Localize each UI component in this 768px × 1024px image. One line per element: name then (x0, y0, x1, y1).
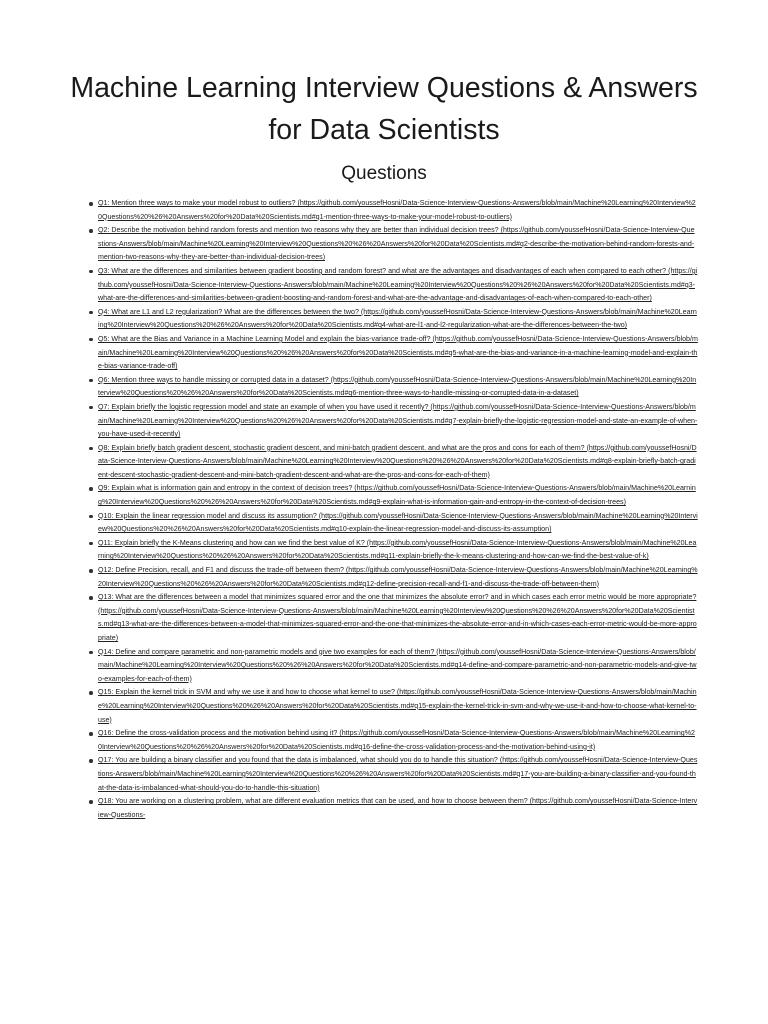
question-item (98, 197, 698, 224)
question-link[interactable]: Q16: Define the cross-validation process and the motivation behind using it? (https://github.com/youssefHosni/Data-Science-Interview-Questions-Answers/blob/main/Machine%20Learning%20Interview%20Questions%20%26%20Answers%20for%20Data%20Scientists.md#q16-define-the-cross-validation-process-and-the-motivation-behind-using-it) (98, 729, 695, 751)
bullet-icon (89, 759, 93, 763)
question-item (98, 510, 698, 537)
question-link[interactable]: Q7: Explain briefly the logistic regression model and state an example of when you have used it recently? (https://github.com/youssefHosni/Data-Science-Interview-Questions-Answers/blob/main/Machine%20Learning%20Interview%20Questions%20%26%20Answers%20for%20Data%20Scientists.md#q7-explain-briefly-the-logistic-regression-model-and-state-an-example-of-when-you-have-used-it-recently) (98, 402, 698, 439)
bullet-icon (89, 311, 93, 315)
bullet-icon (89, 691, 93, 695)
question-link[interactable]: Q11: Explain briefly the K-Means clustering and how can we find the best value of K? (https://github.com/youssefHosni/Data-Science-Interview-Questions-Answers/blob/main/Machine%20Learning%20Interview%20Questions%20%26%20Answers%20for%20Data%20Scientists.md#q11-explain-briefly-the-k-means-clustering-and-how-can-we-find-the-best-value-of-k) (98, 538, 697, 561)
bullet-icon (89, 732, 93, 736)
question-link[interactable]: Q9: Explain what is information gain and entropy in the context of decision trees? (https://github.com/youssefHosni/Data-Science-Interview-Questions-Answers/blob/main/Machine%20Learning%20Interview%20Questions%20%26%20Answers%20for%20Data%20Scientists.md#q9-explain-what-is-information-gain-and-entropy-in-the-context-of-decision-trees) (98, 484, 696, 507)
bullet-icon (89, 379, 93, 383)
question-item (98, 537, 698, 564)
question-item (98, 727, 698, 754)
question-link[interactable]: Q2: Describe the motivation behind random forests and mention two reasons why they are better than individual decision trees? (https://github.com/youssefHosni/Data-Science-Interview-Questions-Answers/blob/main/Machine%20Learning%20Interview%20Questions%20%26%20Answers%20for%20Data%20Scientists.md#q2-describe-the-motivation-behind-random-forests-and-mention-two-reasons-why-they-are-better-than-individual-decision-trees) (98, 226, 695, 262)
bullet-icon (89, 542, 93, 546)
question-link[interactable]: Q12: Define Precision, recall, and F1 and discuss the trade-off between them? (https://github.com/youssefHosni/Data-Science-Interview-Questions-Answers/blob/main/Machine%20Learning%20Interview%20Questions%20%26%20Answers%20for%20Data%20Scientists.md#q12-define-precision-recall-and-f1-and-discuss-the-trade-off-between-them) (98, 566, 698, 588)
question-item (98, 333, 698, 374)
bullet-icon (89, 229, 93, 233)
bullet-icon (89, 202, 93, 206)
question-link[interactable]: Q18: You are working on a clustering problem, what are different evaluation metrics that can be used, and how to choose between them? (https://github.com/youssefHosni/Data-Science-Interview-Questions- (98, 797, 698, 819)
question-list (98, 197, 698, 822)
question-item (98, 224, 698, 265)
question-item (98, 265, 698, 306)
question-link[interactable]: Q1: Mention three ways to make your model robust to outliers? (https://github.com/youssefHosni/Data-Science-Interview-Questions-Answers/blob/main/Machine%20Learning%20Interview%20Questions%20%26%20Answers%20for%20Data%20Scientists.md#q1-mention-three-ways-to-make-your-model-robust-to-outliers) (98, 199, 696, 221)
question-item (98, 564, 698, 591)
question-item (98, 306, 698, 333)
question-link[interactable]: Q4: What are L1 and L2 regularization? What are the differences between the two? (https://github.com/youssefHosni/Data-Science-Interview-Questions-Answers/blob/main/Machine%20Learning%20Interview%20Questions%20%26%20Answers%20for%20Data%20Scientists.md#q4-what-are-l1-and-l2-regularization-what-are-the-differences-between-the-two) (98, 307, 697, 330)
question-link[interactable]: Q15: Explain the kernel trick in SVM and why we use it and how to choose what kernel to use? (https://github.com/youssefHosni/Data-Science-Interview-Questions-Answers/blob/main/Machine%20Learning%20Interview%20Questions%20%26%20Answers%20for%20Data%20Scientists.md#q15-explain-the-kernel-trick-in-svm-and-why-we-use-it-and-how-to-choose-what-kernel-to-use) (98, 688, 697, 724)
question-item (98, 754, 698, 795)
question-link[interactable]: Q8: Explain briefly batch gradient descent, stochastic gradient descent, and mini-batch gradient descent. and what are the pros and cons for each of them? (https://github.com/youssefHosni/Data-Science-Interview-Questions-Answers/blob/main/Machine%20Learning%20Interview%20Questions%20%26%20Answers%20for%20Data%20Scientists.md#q8-explain-briefly-batch-gradient-descent-stochastic-gradient-descent-and-mini-batch-gradient-descent-and-what-are-the-pros-and-cons-for-each-of-them) (98, 443, 697, 479)
question-item (98, 374, 698, 401)
bullet-icon (89, 270, 93, 274)
bullet-icon (89, 515, 93, 519)
question-link[interactable]: Q6: Mention three ways to handle missing or corrupted data in a dataset? (https://github.com/youssefHosni/Data-Science-Interview-Questions-Answers/blob/main/Machine%20Learning%20Interview%20Questions%20%26%20Answers%20for%20Data%20Scientists.md#q6-mention-three-ways-to-handle-missing-or-corrupted-data-in-a-dataset) (98, 375, 697, 398)
question-link[interactable]: Q3: What are the differences and similarities between gradient boosting and random forest? and what are the advantages and disadvantages of each when compared to each other? (https://github.com/youssefHosni/Data-Science-Interview-Questions-Answers/blob/main/Machine%20Learning%20Interview%20Questions%20%26%20Answers%20for%20Data%20Scientists.md#q3-what-are-the-differences-and-similarities-between-gradient-boosting-and-random-forest-and-what-are-the-advantage-and-disadvantages-of-each-when-compared-to-each-other) (98, 266, 698, 303)
question-link[interactable]: Q5: What are the Bias and Variance in a Machine Learning Model and explain the bias-variance trade-off? (https://github.com/youssefHosni/Data-Science-Interview-Questions-Answers/blob/main/Machine%20Learning%20Interview%20Questions%20%26%20Answers%20for%20Data%20Scientists.md#q5-what-are-the-bias-and-variance-in-a-machine-learning-model-and-explain-the-bias-variance-trade-off) (98, 334, 698, 371)
bullet-icon (89, 800, 93, 804)
section-heading: Questions (341, 163, 427, 184)
bullet-icon (89, 651, 93, 655)
bullet-icon (89, 487, 93, 491)
question-item (98, 482, 698, 509)
page-title: Machine Learning Interview Questions & Answers for Data Scientists (70, 72, 698, 146)
question-link[interactable]: Q14: Define and compare parametric and non-parametric models and give two examples for each of them? (https://github.com/youssefHosni/Data-Science-Interview-Questions-Answers/blob/main/Machine%20Learning%20Interview%20Questions%20%26%20Answers%20for%20Data%20Scientists.md#q14-define-and-compare-parametric-and-non-parametric-models-and-give-two-examples-for-each-of-them) (98, 647, 697, 683)
question-link[interactable]: Q17: You are building a binary classifier and you found that the data is imbalanced, what should you do to handle this situation? (https://github.com/youssefHosni/Data-Science-Interview-Questions-Answers/blob/main/Machine%20Learning%20Interview%20Questions%20%26%20Answers%20for%20Data%20Scientists.md#q17-you-are-building-a-binary-classifier-and-you-found-that-the-data-is-imbalanced-what-should-you-do-to-handle-this-situation) (98, 756, 698, 792)
question-link[interactable]: Q13: What are the differences between a model that minimizes squared error and the one that minimizes the absolute error? and in which cases each error metric would be more appropriate? (https://github.com/youssefHosni/Data-Science-Interview-Questions-Answers/blob/main/Machine%20Learning%20Interview%20Questions%20%26%20Answers%20for%20Data%20Scientists.md#q13-what-are-the-differences-between-a-model-that-minimizes-squared-error-and-the-one-that-minimizes-the-absolute-error-and-in-which-cases-each-error-metric-would-be-more-appropriate) (98, 593, 697, 642)
question-item (98, 401, 698, 442)
question-link[interactable]: Q10: Explain the linear regression model and discuss its assumption? (https://github.com/youssefHosni/Data-Science-Interview-Questions-Answers/blob/main/Machine%20Learning%20Interview%20Questions%20%26%20Answers%20for%20Data%20Scientists.md#q10-explain-the-linear-regression-model-and-discuss-its-assumption) (98, 511, 698, 534)
bullet-icon (89, 569, 93, 573)
bullet-icon (89, 338, 93, 342)
bullet-icon (89, 447, 93, 451)
question-item (98, 646, 698, 687)
question-item (98, 591, 698, 645)
question-item (98, 686, 698, 727)
question-item (98, 795, 698, 822)
question-item (98, 442, 698, 483)
bullet-icon (89, 596, 93, 600)
bullet-icon (89, 406, 93, 410)
